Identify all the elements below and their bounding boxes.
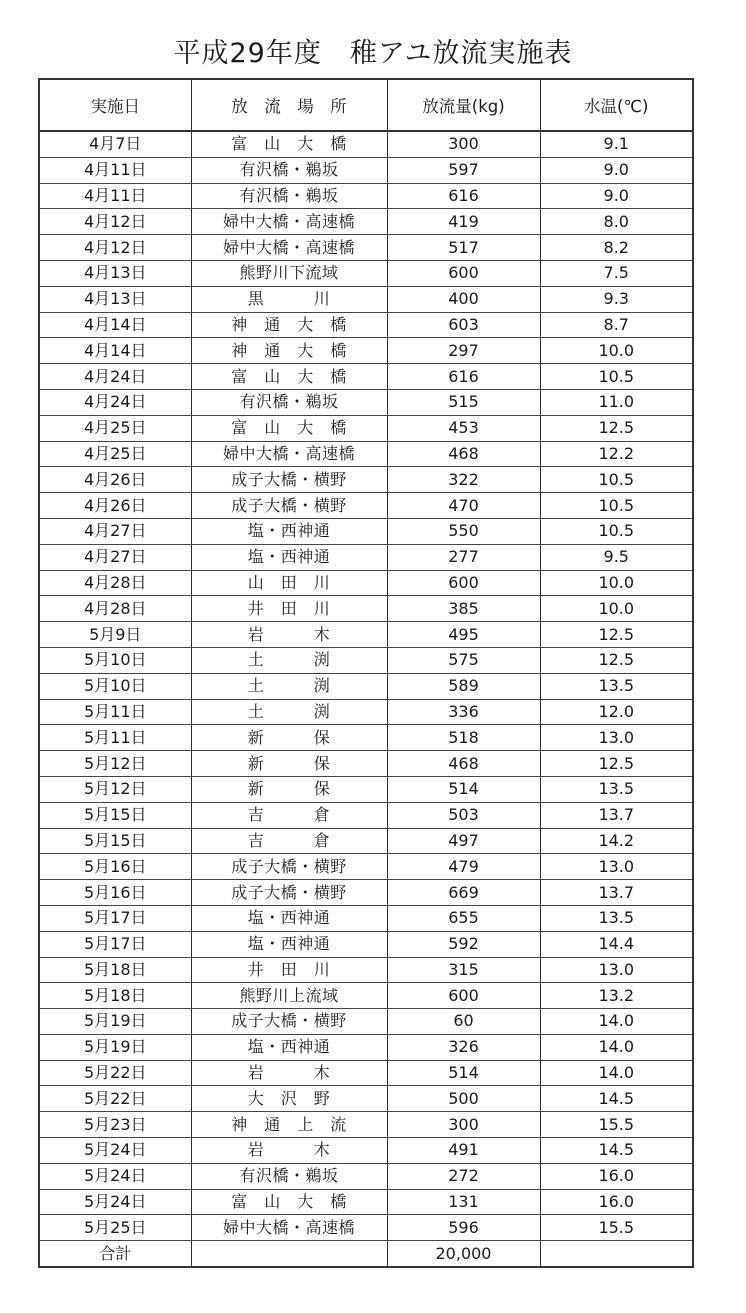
cell-date: 5月15日 <box>39 802 191 828</box>
cell-date: 5月22日 <box>39 1086 191 1112</box>
cell-date: 5月24日 <box>39 1163 191 1189</box>
page-title: 平成29年度 稚アユ放流実施表 <box>173 38 573 69</box>
cell-temp: 9.0 <box>540 157 693 183</box>
cell-temp: 13.5 <box>540 776 693 802</box>
table-row <box>39 157 693 183</box>
table-row <box>39 570 693 596</box>
table-row <box>39 751 693 777</box>
cell-temp: 12.5 <box>540 751 693 777</box>
cell-temp: 13.5 <box>540 905 693 931</box>
cell-date: 4月7日 <box>39 131 191 157</box>
cell-place: 成子大橋・横野 <box>191 493 387 519</box>
cell-date: 4月12日 <box>39 235 191 261</box>
cell-date: 5月23日 <box>39 1112 191 1138</box>
total-label: 合計 <box>39 1241 191 1267</box>
cell-temp: 13.2 <box>540 983 693 1009</box>
table-row <box>39 389 693 415</box>
cell-amount: 400 <box>387 286 540 312</box>
cell-date: 5月12日 <box>39 776 191 802</box>
cell-amount: 600 <box>387 570 540 596</box>
cell-place: 婦中大橋・高速橋 <box>191 441 387 467</box>
cell-date: 4月25日 <box>39 441 191 467</box>
table-row <box>39 673 693 699</box>
cell-place: 山 田 川 <box>191 570 387 596</box>
cell-temp: 13.0 <box>540 854 693 880</box>
cell-amount: 596 <box>387 1215 540 1241</box>
cell-temp: 10.5 <box>540 364 693 390</box>
cell-temp: 14.0 <box>540 1009 693 1035</box>
cell-amount: 600 <box>387 260 540 286</box>
cell-temp: 10.0 <box>540 338 693 364</box>
table-row <box>39 880 693 906</box>
cell-temp: 15.5 <box>540 1215 693 1241</box>
cell-place: 井 田 川 <box>191 957 387 983</box>
cell-place: 神 通 大 橋 <box>191 338 387 364</box>
cell-amount: 600 <box>387 983 540 1009</box>
cell-place: 婦中大橋・高速橋 <box>191 209 387 235</box>
table-row <box>39 802 693 828</box>
cell-date: 4月13日 <box>39 286 191 312</box>
cell-place: 富 山 大 橋 <box>191 131 387 157</box>
cell-amount: 655 <box>387 905 540 931</box>
cell-date: 4月28日 <box>39 596 191 622</box>
cell-amount: 497 <box>387 828 540 854</box>
cell-temp: 13.5 <box>540 673 693 699</box>
cell-place: 塩・西神通 <box>191 518 387 544</box>
cell-date: 5月24日 <box>39 1189 191 1215</box>
cell-place: 有沢橋・鵜坂 <box>191 389 387 415</box>
cell-place: 大 沢 野 <box>191 1086 387 1112</box>
cell-temp: 7.5 <box>540 260 693 286</box>
cell-place: 塩・西神通 <box>191 931 387 957</box>
cell-temp: 9.5 <box>540 544 693 570</box>
cell-amount: 597 <box>387 157 540 183</box>
cell-place: 成子大橋・横野 <box>191 1009 387 1035</box>
cell-amount: 603 <box>387 312 540 338</box>
cell-place: 井 田 川 <box>191 596 387 622</box>
cell-amount: 616 <box>387 183 540 209</box>
table-row <box>39 1060 693 1086</box>
cell-temp: 12.5 <box>540 622 693 648</box>
cell-date: 5月10日 <box>39 647 191 673</box>
cell-place: 岩 木 <box>191 1060 387 1086</box>
cell-date: 4月27日 <box>39 518 191 544</box>
cell-date: 4月24日 <box>39 389 191 415</box>
cell-date: 5月16日 <box>39 854 191 880</box>
cell-place: 富 山 大 橋 <box>191 1189 387 1215</box>
cell-temp: 13.7 <box>540 802 693 828</box>
cell-amount: 468 <box>387 441 540 467</box>
cell-amount: 518 <box>387 725 540 751</box>
cell-date: 4月27日 <box>39 544 191 570</box>
total-place-empty <box>191 1241 387 1267</box>
table-row <box>39 622 693 648</box>
table-row <box>39 828 693 854</box>
cell-place: 黒 川 <box>191 286 387 312</box>
cell-temp: 8.0 <box>540 209 693 235</box>
cell-place: 土 渕 <box>191 673 387 699</box>
cell-date: 5月16日 <box>39 880 191 906</box>
cell-amount: 300 <box>387 131 540 157</box>
cell-date: 5月24日 <box>39 1138 191 1164</box>
cell-place: 婦中大橋・高速橋 <box>191 235 387 261</box>
cell-date: 4月14日 <box>39 312 191 338</box>
cell-date: 4月28日 <box>39 570 191 596</box>
cell-place: 新 保 <box>191 725 387 751</box>
table-row <box>39 699 693 725</box>
table-row <box>39 1189 693 1215</box>
cell-date: 5月25日 <box>39 1215 191 1241</box>
table-row <box>39 183 693 209</box>
cell-amount: 315 <box>387 957 540 983</box>
header-place: 放 流 場 所 <box>191 79 387 131</box>
cell-temp: 16.0 <box>540 1189 693 1215</box>
cell-amount: 385 <box>387 596 540 622</box>
table-row <box>39 983 693 1009</box>
table-row <box>39 1034 693 1060</box>
cell-temp: 14.5 <box>540 1138 693 1164</box>
table-row <box>39 596 693 622</box>
table-body <box>39 131 693 1241</box>
cell-temp: 13.0 <box>540 957 693 983</box>
cell-place: 塩・西神通 <box>191 905 387 931</box>
cell-temp: 14.0 <box>540 1060 693 1086</box>
cell-temp: 14.2 <box>540 828 693 854</box>
cell-date: 4月11日 <box>39 183 191 209</box>
cell-date: 5月18日 <box>39 957 191 983</box>
table-row <box>39 131 693 157</box>
cell-date: 4月26日 <box>39 467 191 493</box>
cell-place: 吉 倉 <box>191 802 387 828</box>
cell-amount: 300 <box>387 1112 540 1138</box>
cell-date: 5月10日 <box>39 673 191 699</box>
table-row <box>39 544 693 570</box>
table-row <box>39 415 693 441</box>
cell-place: 成子大橋・横野 <box>191 880 387 906</box>
cell-temp: 8.2 <box>540 235 693 261</box>
cell-amount: 503 <box>387 802 540 828</box>
cell-temp: 12.0 <box>540 699 693 725</box>
cell-amount: 517 <box>387 235 540 261</box>
cell-date: 5月17日 <box>39 905 191 931</box>
release-table <box>38 78 694 1268</box>
cell-temp: 10.5 <box>540 493 693 519</box>
table-footer <box>39 1241 693 1267</box>
header-row <box>39 79 693 131</box>
cell-date: 5月9日 <box>39 622 191 648</box>
cell-place: 新 保 <box>191 776 387 802</box>
cell-place: 婦中大橋・高速橋 <box>191 1215 387 1241</box>
cell-place: 神 通 大 橋 <box>191 312 387 338</box>
cell-temp: 9.3 <box>540 286 693 312</box>
table-row <box>39 905 693 931</box>
cell-amount: 479 <box>387 854 540 880</box>
cell-date: 4月24日 <box>39 364 191 390</box>
cell-temp: 10.0 <box>540 596 693 622</box>
cell-amount: 575 <box>387 647 540 673</box>
table-row <box>39 647 693 673</box>
cell-date: 5月11日 <box>39 699 191 725</box>
cell-place: 熊野川上流域 <box>191 983 387 1009</box>
cell-place: 熊野川下流域 <box>191 260 387 286</box>
cell-temp: 12.5 <box>540 647 693 673</box>
table-row <box>39 441 693 467</box>
cell-amount: 616 <box>387 364 540 390</box>
cell-temp: 9.1 <box>540 131 693 157</box>
table-header <box>39 79 693 131</box>
cell-temp: 14.5 <box>540 1086 693 1112</box>
table-row <box>39 776 693 802</box>
cell-place: 有沢橋・鵜坂 <box>191 157 387 183</box>
cell-place: 神 通 上 流 <box>191 1112 387 1138</box>
cell-place: 富 山 大 橋 <box>191 364 387 390</box>
table-row <box>39 312 693 338</box>
cell-temp: 10.0 <box>540 570 693 596</box>
table-row <box>39 1112 693 1138</box>
cell-amount: 550 <box>387 518 540 544</box>
cell-date: 4月11日 <box>39 157 191 183</box>
cell-place: 土 渕 <box>191 647 387 673</box>
cell-place: 塩・西神通 <box>191 1034 387 1060</box>
table-row <box>39 1086 693 1112</box>
header-date: 実施日 <box>39 79 191 131</box>
table-row <box>39 1138 693 1164</box>
table-row <box>39 286 693 312</box>
table-row <box>39 493 693 519</box>
cell-temp: 13.7 <box>540 880 693 906</box>
table-row <box>39 209 693 235</box>
cell-date: 5月17日 <box>39 931 191 957</box>
cell-temp: 8.7 <box>540 312 693 338</box>
table-row <box>39 725 693 751</box>
cell-amount: 336 <box>387 699 540 725</box>
table-row <box>39 1215 693 1241</box>
table-row <box>39 1009 693 1035</box>
table-row <box>39 854 693 880</box>
cell-amount: 60 <box>387 1009 540 1035</box>
cell-date: 5月19日 <box>39 1009 191 1035</box>
cell-temp: 15.5 <box>540 1112 693 1138</box>
cell-date: 5月11日 <box>39 725 191 751</box>
table-row <box>39 260 693 286</box>
cell-amount: 592 <box>387 931 540 957</box>
total-temp-empty <box>540 1241 693 1267</box>
cell-date: 5月19日 <box>39 1034 191 1060</box>
table-row <box>39 338 693 364</box>
cell-amount: 589 <box>387 673 540 699</box>
cell-amount: 515 <box>387 389 540 415</box>
cell-place: 富 山 大 橋 <box>191 415 387 441</box>
header-temp: 水温(℃) <box>540 79 693 131</box>
cell-temp: 16.0 <box>540 1163 693 1189</box>
cell-date: 5月22日 <box>39 1060 191 1086</box>
table-row <box>39 518 693 544</box>
cell-place: 成子大橋・横野 <box>191 467 387 493</box>
cell-temp: 10.5 <box>540 518 693 544</box>
table-row <box>39 957 693 983</box>
cell-temp: 11.0 <box>540 389 693 415</box>
cell-amount: 468 <box>387 751 540 777</box>
cell-amount: 419 <box>387 209 540 235</box>
header-amount: 放流量(kg) <box>387 79 540 131</box>
cell-amount: 277 <box>387 544 540 570</box>
cell-amount: 470 <box>387 493 540 519</box>
cell-amount: 514 <box>387 776 540 802</box>
cell-amount: 272 <box>387 1163 540 1189</box>
cell-amount: 514 <box>387 1060 540 1086</box>
cell-date: 5月18日 <box>39 983 191 1009</box>
cell-amount: 491 <box>387 1138 540 1164</box>
cell-date: 5月12日 <box>39 751 191 777</box>
cell-amount: 669 <box>387 880 540 906</box>
cell-date: 4月13日 <box>39 260 191 286</box>
table-row <box>39 1163 693 1189</box>
cell-place: 岩 木 <box>191 1138 387 1164</box>
cell-amount: 131 <box>387 1189 540 1215</box>
cell-date: 4月25日 <box>39 415 191 441</box>
total-amount: 20,000 <box>387 1241 540 1267</box>
cell-place: 有沢橋・鵜坂 <box>191 183 387 209</box>
cell-amount: 500 <box>387 1086 540 1112</box>
cell-temp: 10.5 <box>540 467 693 493</box>
cell-place: 新 保 <box>191 751 387 777</box>
cell-temp: 12.5 <box>540 415 693 441</box>
cell-date: 4月12日 <box>39 209 191 235</box>
cell-temp: 14.4 <box>540 931 693 957</box>
cell-place: 土 渕 <box>191 699 387 725</box>
cell-amount: 297 <box>387 338 540 364</box>
cell-temp: 9.0 <box>540 183 693 209</box>
table-row <box>39 931 693 957</box>
total-row <box>39 1241 693 1267</box>
cell-date: 5月15日 <box>39 828 191 854</box>
table-row <box>39 364 693 390</box>
cell-temp: 14.0 <box>540 1034 693 1060</box>
cell-date: 4月26日 <box>39 493 191 519</box>
cell-amount: 322 <box>387 467 540 493</box>
cell-place: 吉 倉 <box>191 828 387 854</box>
cell-place: 塩・西神通 <box>191 544 387 570</box>
cell-amount: 495 <box>387 622 540 648</box>
cell-amount: 326 <box>387 1034 540 1060</box>
table-row <box>39 467 693 493</box>
cell-place: 成子大橋・横野 <box>191 854 387 880</box>
table-row <box>39 235 693 261</box>
cell-temp: 13.0 <box>540 725 693 751</box>
cell-temp: 12.2 <box>540 441 693 467</box>
cell-amount: 453 <box>387 415 540 441</box>
cell-place: 岩 木 <box>191 622 387 648</box>
cell-date: 4月14日 <box>39 338 191 364</box>
cell-place: 有沢橋・鵜坂 <box>191 1163 387 1189</box>
